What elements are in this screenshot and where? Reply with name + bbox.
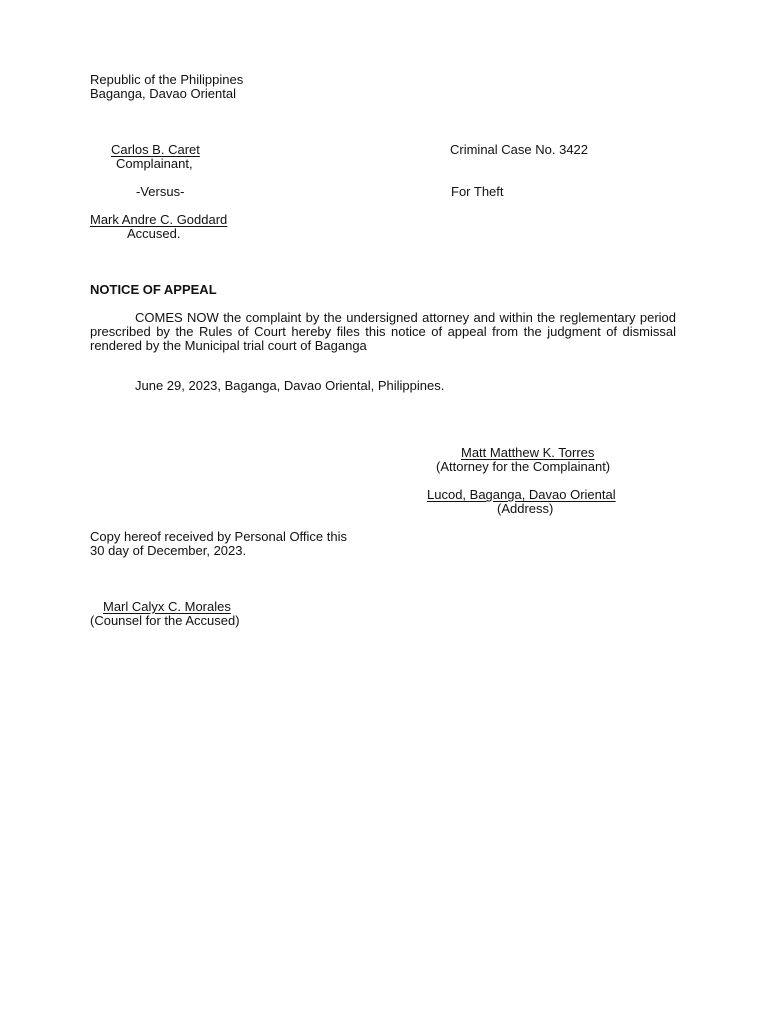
receipt-line-2: 30 day of December, 2023. [90,543,247,558]
counsel-name: Marl Calyx C. Morales [103,599,231,614]
header-republic: Republic of the Philippines [90,72,244,87]
accused-role: Accused. [127,226,181,241]
document-title: NOTICE OF APPEAL [90,282,217,297]
versus-label: -Versus- [136,184,185,199]
accused-name: Mark Andre C. Goddard [90,212,228,227]
date-place: June 29, 2023, Baganga, Davao Oriental, Philippines. [135,378,445,393]
body-paragraph: COMES NOW the complaint by the undersigned attorney and within the reglementary period prescribed by the Rules of Court hereby files this notice of appeal from the judgment of dismissal rendered by the Municipal trial court of Baganga [90,310,676,353]
receipt-line-1: Copy hereof received by Personal Office this [90,529,348,544]
counsel-role: (Counsel for the Accused) [90,613,240,628]
attorney-address: Lucod, Baganga, Davao Oriental [427,487,616,502]
offense: For Theft [451,184,504,199]
complainant-role: Complainant, [116,156,193,171]
header-location: Baganga, Davao Oriental [90,86,236,101]
attorney-name: Matt Matthew K. Torres [461,445,595,460]
attorney-role: (Attorney for the Complainant) [436,459,611,474]
case-number: Criminal Case No. 3422 [450,142,589,157]
complainant-name: Carlos B. Caret [111,142,200,157]
address-label: (Address) [497,501,554,516]
